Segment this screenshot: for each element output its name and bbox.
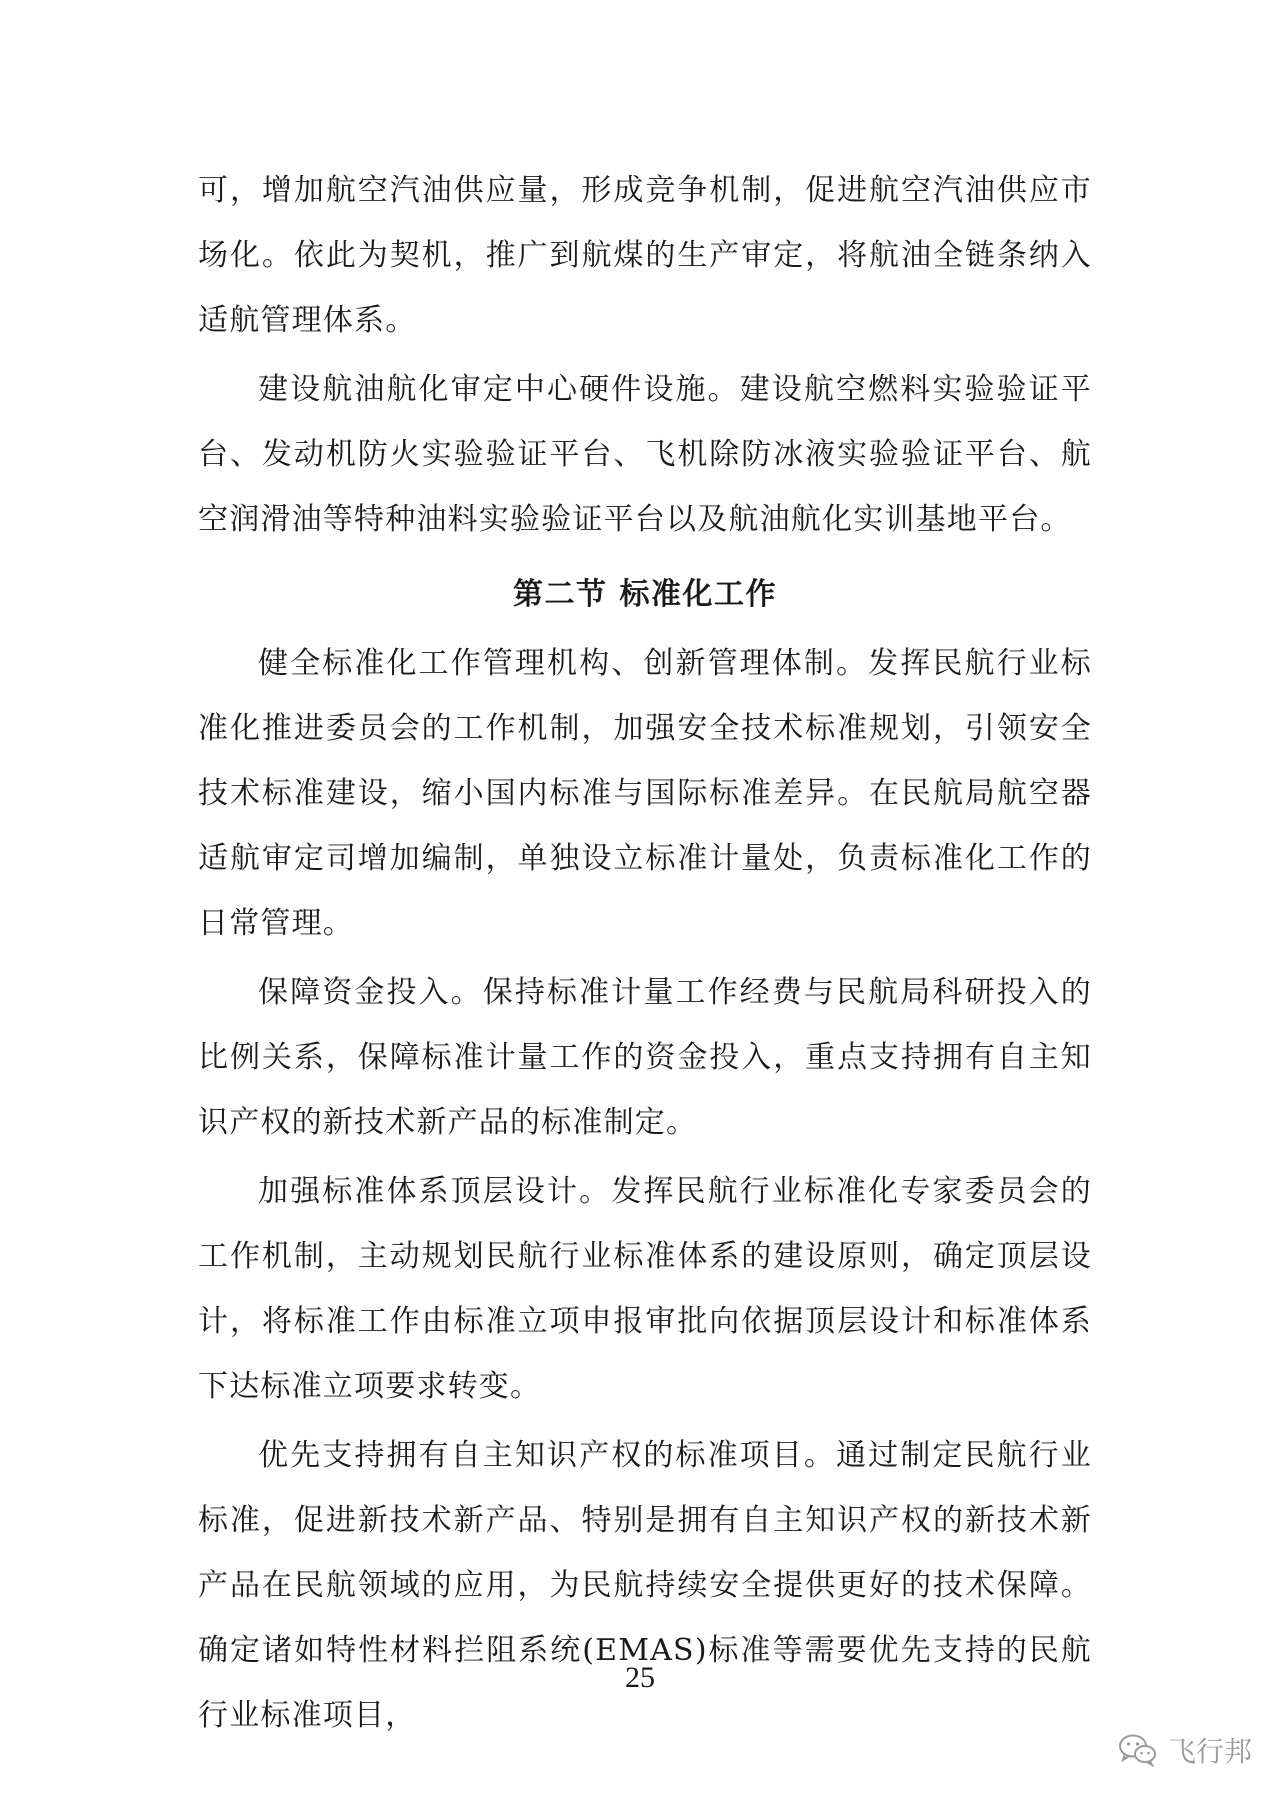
watermark-text: 飞行邦 [1167,1735,1252,1768]
paragraph-top-design: 加强标准体系顶层设计。发挥民航行业标准化专家委员会的工作机制，主动规划民航行业标准体系的建设原则，确定顶层设计，将标准工作由标准立项申报审批向依据顶层设计和标准体系下达标准立项要求转变。 [198,1174,1092,1404]
paragraph-continuation: 可，增加航空汽油供应量，形成竞争机制，促进航空汽油供应市场化。依此为契机，推广到航煤的生产审定，将航油全链条纳入适航管理体系。 [198,173,1092,338]
wechat-icon [1118,1733,1158,1767]
page-number: 25 [625,1661,655,1694]
watermark [1118,1730,1252,1770]
paragraph-priority-projects: 优先支持拥有自主知识产权的标准项目。通过制定民航行业标准，促进新技术新产品、特别是拥有自主知识产权的新技术新产品在民航领域的应用，为民航持续安全提供更好的技术保障。确定诸如特性材料拦阻系统(EMAS)标准等需要优先支持的民航行业标准项目， [198,1438,1092,1733]
paragraph-management: 健全标准化工作管理机构、创新管理体制。发挥民航行业标准化推进委员会的工作机制，加强安全技术标准规划，引领安全技术标准建设，缩小国内标准与国际标准差异。在民航局航空器适航审定司增加编制，单独设立标准计量处，负责标准化工作的日常管理。 [198,646,1092,941]
paragraph-funding: 保障资金投入。保持标准计量工作经费与民航局科研投入的比例关系，保障标准计量工作的资金投入，重点支持拥有自主知识产权的新技术新产品的标准制定。 [198,975,1092,1140]
document-body [198,158,1092,1752]
paragraph-fuel-facilities: 建设航油航化审定中心硬件设施。建设航空燃料实验验证平台、发动机防火实验验证平台、飞机除防冰液实验验证平台、航空润滑油等特种油料实验验证平台以及航油航化实训基地平台。 [198,372,1092,537]
section-heading: 第二节 标准化工作 [513,577,777,612]
